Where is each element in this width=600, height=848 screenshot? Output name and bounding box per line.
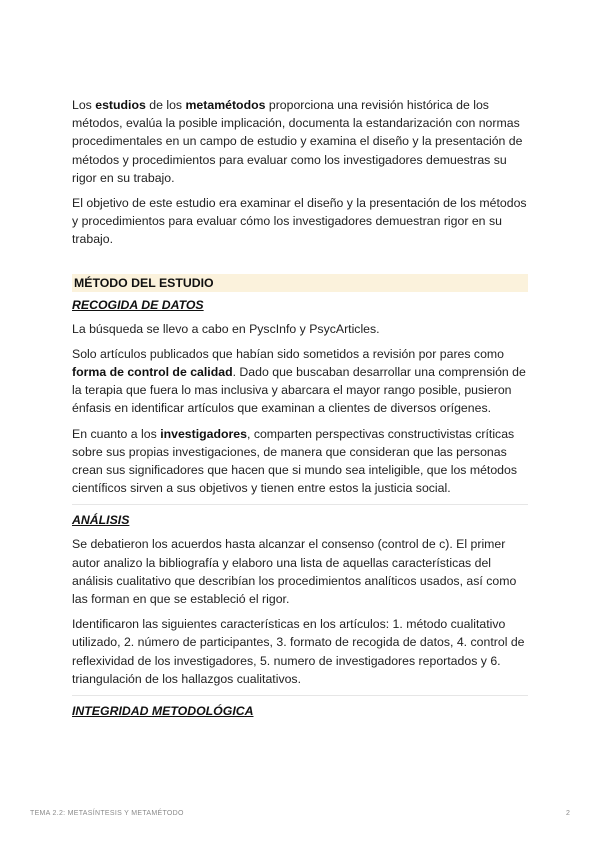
recogida-paragraph-3 (72, 425, 528, 498)
text-run: Los (72, 98, 96, 112)
text-run: de los (145, 98, 186, 112)
divider (72, 504, 528, 505)
footer-title: TEMA 2.2: METASÍNTESIS Y METAMÉTODO (30, 810, 184, 817)
intro-paragraph-2: El objetivo de este estudio era examinar el diseño y la presentación de los métodos y procedimientos para evaluar cómo los investigadores demuestran rigor en su trabajo. (72, 196, 527, 247)
page-number: 2 (566, 810, 570, 817)
subheading-analisis: ANÁLISIS (72, 513, 130, 528)
text-run: proporciona una revisión histórica de los métodos, evalúa la posible implicación, documenta la estandarización con normas procedimentales en un campo de estudio y examina el diseño y la presentación de métodos y procedimientos para evaluar como los investigadores demuestras su rigor en su trabajo. (72, 98, 523, 185)
text-run: En cuanto a los (72, 426, 161, 441)
intro-paragraph-1 (72, 96, 528, 187)
document-body (72, 96, 528, 726)
bold-term-control-calidad: forma de control de calidad (72, 365, 233, 380)
analisis-paragraph-1: Se debatieron los acuerdos hasta alcanzar el consenso (control de c). El primer autor analizo la bibliografía y elaboro una lista de aquellas características del análisis cualitativo que describían los procedimientos analíticos usados, así como las forman en que se estableció el rigor. (72, 537, 517, 607)
analisis-paragraph-2: Identificaron las siguientes características en los artículos: 1. método cualitativo utilizado, 2. número de participantes, 3. formato de recogida de datos, 4. control de reflexividad de los investigadores, 5. numero de investigadores reportados y 6. triangulación de los hallazgos cualitativos. (72, 617, 525, 686)
divider (72, 695, 528, 696)
section-title: MÉTODO DEL ESTUDIO (72, 274, 528, 292)
subheading-recogida-de-datos: RECOGIDA DE DATOS (72, 297, 204, 312)
recogida-paragraph-1: La búsqueda se llevo a cabo en PyscInfo y PsycArticles. (72, 321, 380, 336)
recogida-paragraph-2 (72, 345, 528, 418)
text-run: , comparten perspectivas constructivistas críticas sobre sus propias investigaciones, de manera que consideran que las personas crean sus significadores que hacen que si mundo sea inteligible, que los métodos científicos sirven a sus objetivos y tienen entre estos la justicia social. (72, 426, 518, 496)
text-run: . Dado que buscaban desarrollar una comprensión de la terapia que fuera lo mas inclusiva y abarcara el mayor rango posible, pusieron énfasis en identificar artículos que examinan a clientes de diversos orígenes. (72, 365, 526, 416)
subheading-integridad-metodologica: INTEGRIDAD METODOLÓGICA (72, 704, 254, 719)
text-run: Solo artículos publicados que habían sido sometidos a revisión por pares como (72, 346, 505, 361)
bold-term-investigadores: investigadores (160, 426, 247, 441)
bold-term-estudios: estudios (95, 98, 146, 112)
bold-term-metametodos: metamétodos (185, 98, 266, 112)
